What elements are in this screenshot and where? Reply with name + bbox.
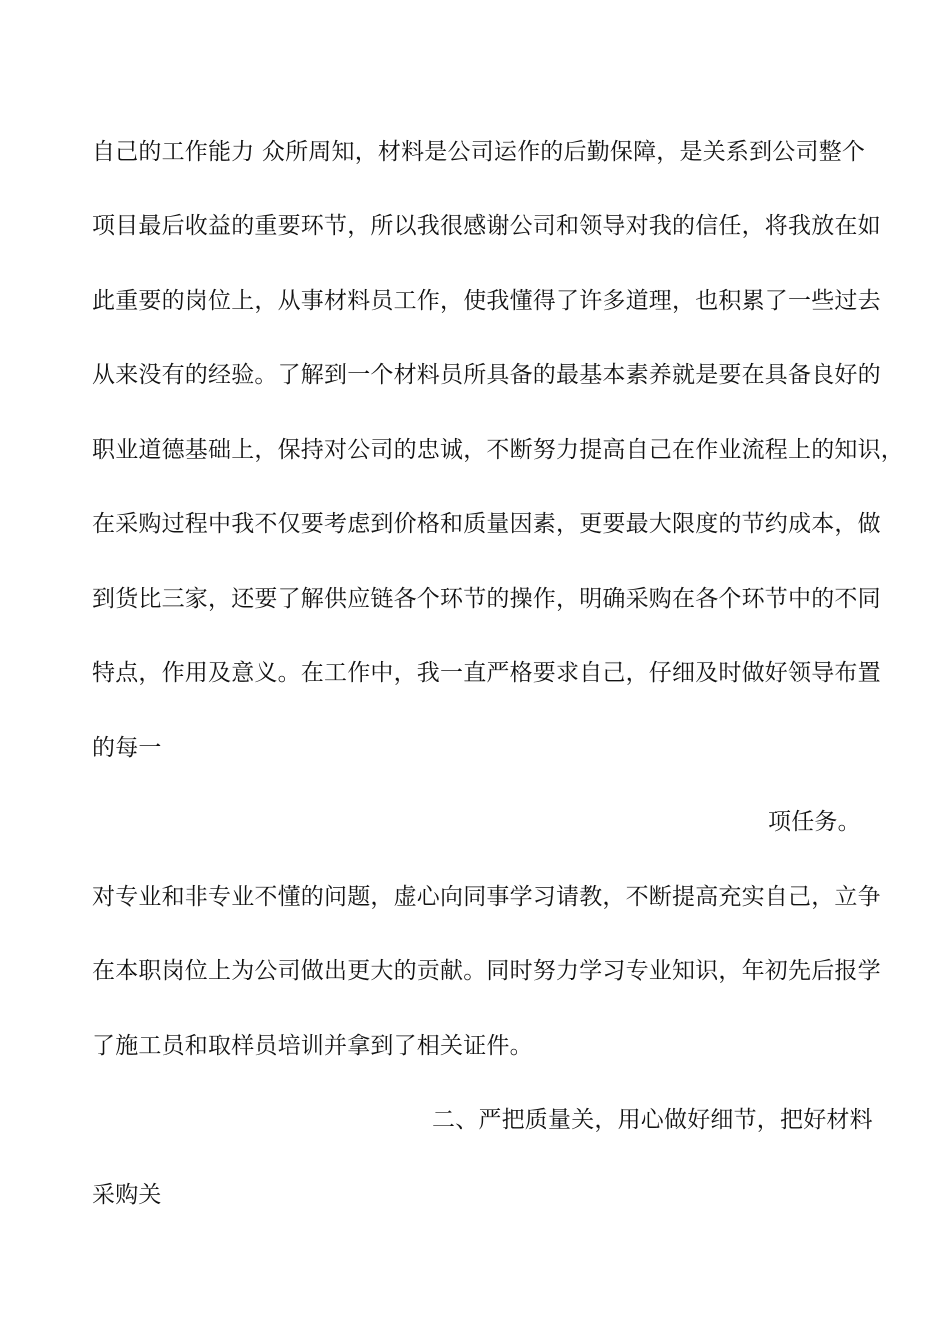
paragraph-line: 此重要的岗位上，从事材料员工作，使我懂得了许多道理，也积累了一些过去 (92, 288, 881, 314)
paragraph-line: 在本职岗位上为公司做出更大的贡献。同时努力学习专业知识，年初先后报学 (92, 958, 881, 984)
paragraph-line: 从来没有的经验。了解到一个材料员所具备的最基本素养就是要在具备良好的 (92, 362, 881, 388)
paragraph-line: 职业道德基础上，保持对公司的忠诚，不断努力提高自己在作业流程上的知识， (92, 437, 904, 463)
paragraph-line: 项任务。 (768, 809, 861, 835)
paragraph-line: 到货比三家，还要了解供应链各个环节的操作，明确采购在各个环节中的不同 (92, 586, 881, 612)
paragraph-line: 的每一 (92, 735, 162, 761)
paragraph-line: 了施工员和取样员培训并拿到了相关证件。 (92, 1033, 533, 1059)
section-heading-continuation: 采购关 (92, 1182, 162, 1208)
paragraph-line: 项目最后收益的重要环节，所以我很感谢公司和领导对我的信任，将我放在如 (92, 213, 881, 239)
paragraph-line: 对专业和非专业不懂的问题，虚心向同事学习请教，不断提高充实自己，立争 (92, 884, 881, 910)
paragraph-line: 在采购过程中我不仅要考虑到价格和质量因素，更要最大限度的节约成本，做 (92, 511, 881, 537)
section-heading: 二、严把质量关，用心做好细节，把好材料 (432, 1107, 873, 1133)
paragraph-line: 特点，作用及意义。在工作中，我一直严格要求自己，仔细及时做好领导布置 (92, 660, 881, 686)
paragraph-line: 自己的工作能力 众所周知，材料是公司运作的后勤保障，是关系到公司整个 (92, 139, 866, 165)
